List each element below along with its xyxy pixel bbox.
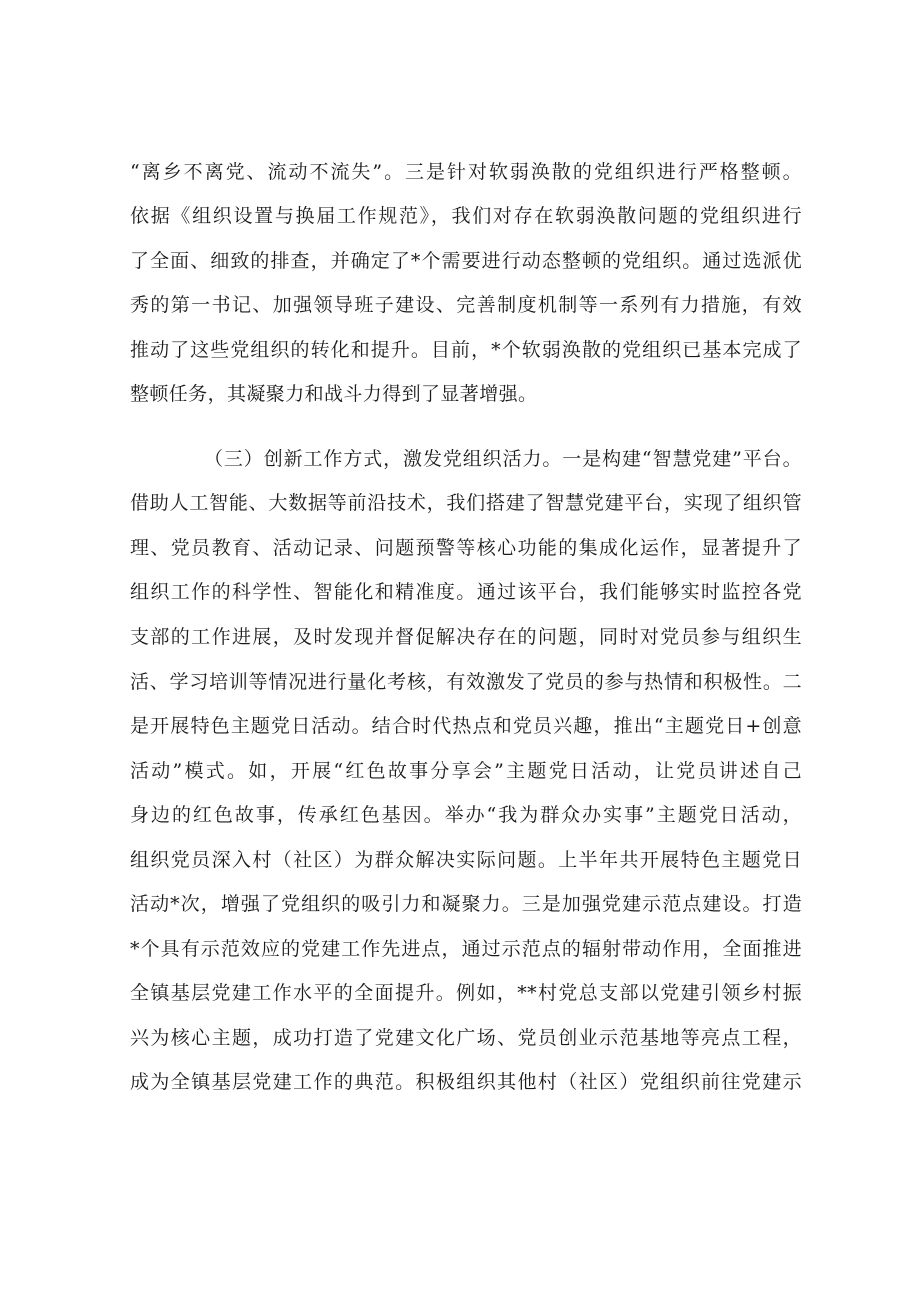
paragraph-2-line-3: 理、党员教育、活动记录、问题预警等核心功能的集成化运作，显著提升了 [130, 537, 802, 559]
paragraph-2-line-8: 活动”模式。如，开展“红色故事分享会”主题党日活动，让党员讲述自己 [130, 760, 802, 782]
paragraph-2-line-6: 活、学习培训等情况进行量化考核，有效激发了党员的参与热情和积极性。二 [130, 671, 802, 693]
paragraph-2-line-9: 身边的红色故事，传承红色基因。举办“我为群众办实事”主题党日活动， [130, 804, 802, 826]
paragraph-2-line-1: （三）创新工作方式，激发党组织活力。一是构建“智慧党建”平台。 [204, 448, 802, 470]
paragraph-1-line-1: “离乡不离党、流动不流失”。三是针对软弱涣散的党组织进行严格整顿。 [130, 161, 802, 183]
paragraph-2-line-11: 活动*次，增强了党组织的吸引力和凝聚力。三是加强党建示范点建设。打造 [130, 893, 802, 915]
paragraph-2-line-10: 组织党员深入村（社区）为群众解决实际问题。上半年共开展特色主题党日 [130, 849, 802, 871]
paragraph-1-line-5: 推动了这些党组织的转化和提升。目前，*个软弱涣散的党组织已基本完成了 [130, 339, 802, 361]
paragraph-2-line-5: 支部的工作进展，及时发现并督促解决存在的问题，同时对党员参与组织生 [130, 626, 802, 648]
paragraph-1-line-2: 依据《组织设置与换届工作规范》，我们对存在软弱涣散问题的党组织进行 [130, 205, 802, 227]
paragraph-1-line-6: 整顿任务，其凝聚力和战斗力得到了显著增强。 [130, 383, 538, 405]
paragraph-2-line-12: *个具有示范效应的党建工作先进点，通过示范点的辐射带动作用，全面推进 [130, 938, 802, 960]
paragraph-2-line-15: 成为全镇基层党建工作的典范。积极组织其他村（社区）党组织前往党建示 [130, 1071, 802, 1093]
paragraph-2-line-2: 借助人工智能、大数据等前沿技术，我们搭建了智慧党建平台，实现了组织管 [130, 492, 802, 514]
paragraph-2-line-13: 全镇基层党建工作水平的全面提升。例如，**村党总支部以党建引领乡村振 [130, 982, 802, 1004]
paragraph-2-line-4: 组织工作的科学性、智能化和精准度。通过该平台，我们能够实时监控各党 [130, 581, 802, 603]
paragraph-2-line-7: 是开展特色主题党日活动。结合时代热点和党员兴趣，推出“主题党日+创意 [130, 715, 802, 737]
paragraph-2-line-14: 兴为核心主题，成功打造了党建文化广场、党员创业示范基地等亮点工程， [130, 1027, 802, 1049]
paragraph-1-line-4: 秀的第一书记、加强领导班子建设、完善制度机制等一系列有力措施，有效 [130, 294, 802, 316]
paragraph-1-line-3: 了全面、细致的排查，并确定了*个需要进行动态整顿的党组织。通过选派优 [130, 250, 802, 272]
